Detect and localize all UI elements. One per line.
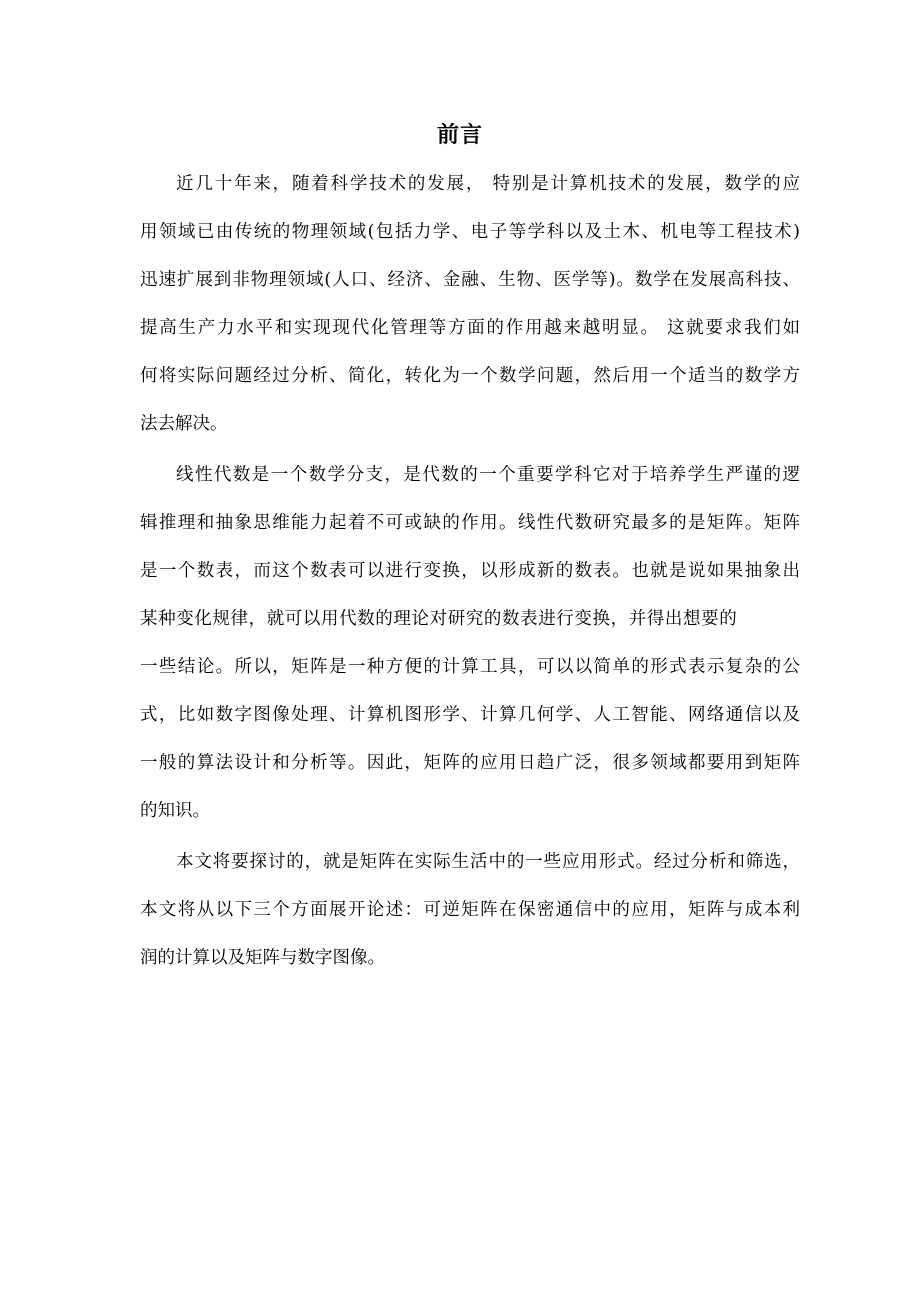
paragraph-line: 本文将从以下三个方面展开论述：可逆矩阵在保密通信中的应用，矩阵与成本利: [140, 900, 800, 920]
paragraph-line: 辑推理和抽象思维能力起着不可或缺的作用。线性代数研究最多的是矩阵。矩阵: [140, 513, 800, 533]
paragraph-line: 本文将要探讨的，就是矩阵在实际生活中的一些应用形式。经过分析和筛选，: [176, 852, 800, 872]
paragraph-line: 法去解决。: [140, 414, 228, 434]
paragraph-line: 某种变化规律，就可以用代数的理论对研究的数表进行变换，并得出想要的: [140, 609, 738, 629]
paragraph-line: 一些结论。所以，矩阵是一种方便的计算工具，可以以简单的形式表示复杂的公: [140, 657, 800, 677]
paragraph-line: 的知识。: [140, 801, 210, 821]
paragraph-line: 迅速扩展到非物理领域(人口、经济、金融、生物、医学等)。数学在发展高科技、: [140, 270, 800, 290]
paragraph-line: 用领域已由传统的物理领域(包括力学、电子等学科以及土木、机电等工程技术): [140, 222, 800, 242]
page-title: 前言: [436, 122, 483, 148]
paragraph-line: 近几十年来，随着科学技术的发展， 特别是计算机技术的发展，数学的应: [176, 174, 800, 194]
paragraph-line: 式，比如数字图像处理、计算机图形学、计算几何学、人工智能、网络通信以及: [140, 705, 800, 725]
paragraph-line: 何将实际问题经过分析、简化，转化为一个数学问题，然后用一个适当的数学方: [140, 366, 800, 386]
paragraph-line: 一般的算法设计和分析等。因此，矩阵的应用日趋广泛，很多领域都要用到矩阵: [140, 753, 800, 773]
paragraph-line: 润的计算以及矩阵与数字图像。: [140, 948, 385, 968]
paragraph-line: 提高生产力水平和实现现代化管理等方面的作用越来越明显。 这就要求我们如: [140, 318, 800, 338]
paragraph-line: 线性代数是一个数学分支，是代数的一个重要学科它对于培养学生严谨的逻: [176, 465, 800, 485]
paragraph-line: 是一个数表，而这个数表可以进行变换，以形成新的数表。也就是说如果抽象出: [140, 561, 800, 581]
